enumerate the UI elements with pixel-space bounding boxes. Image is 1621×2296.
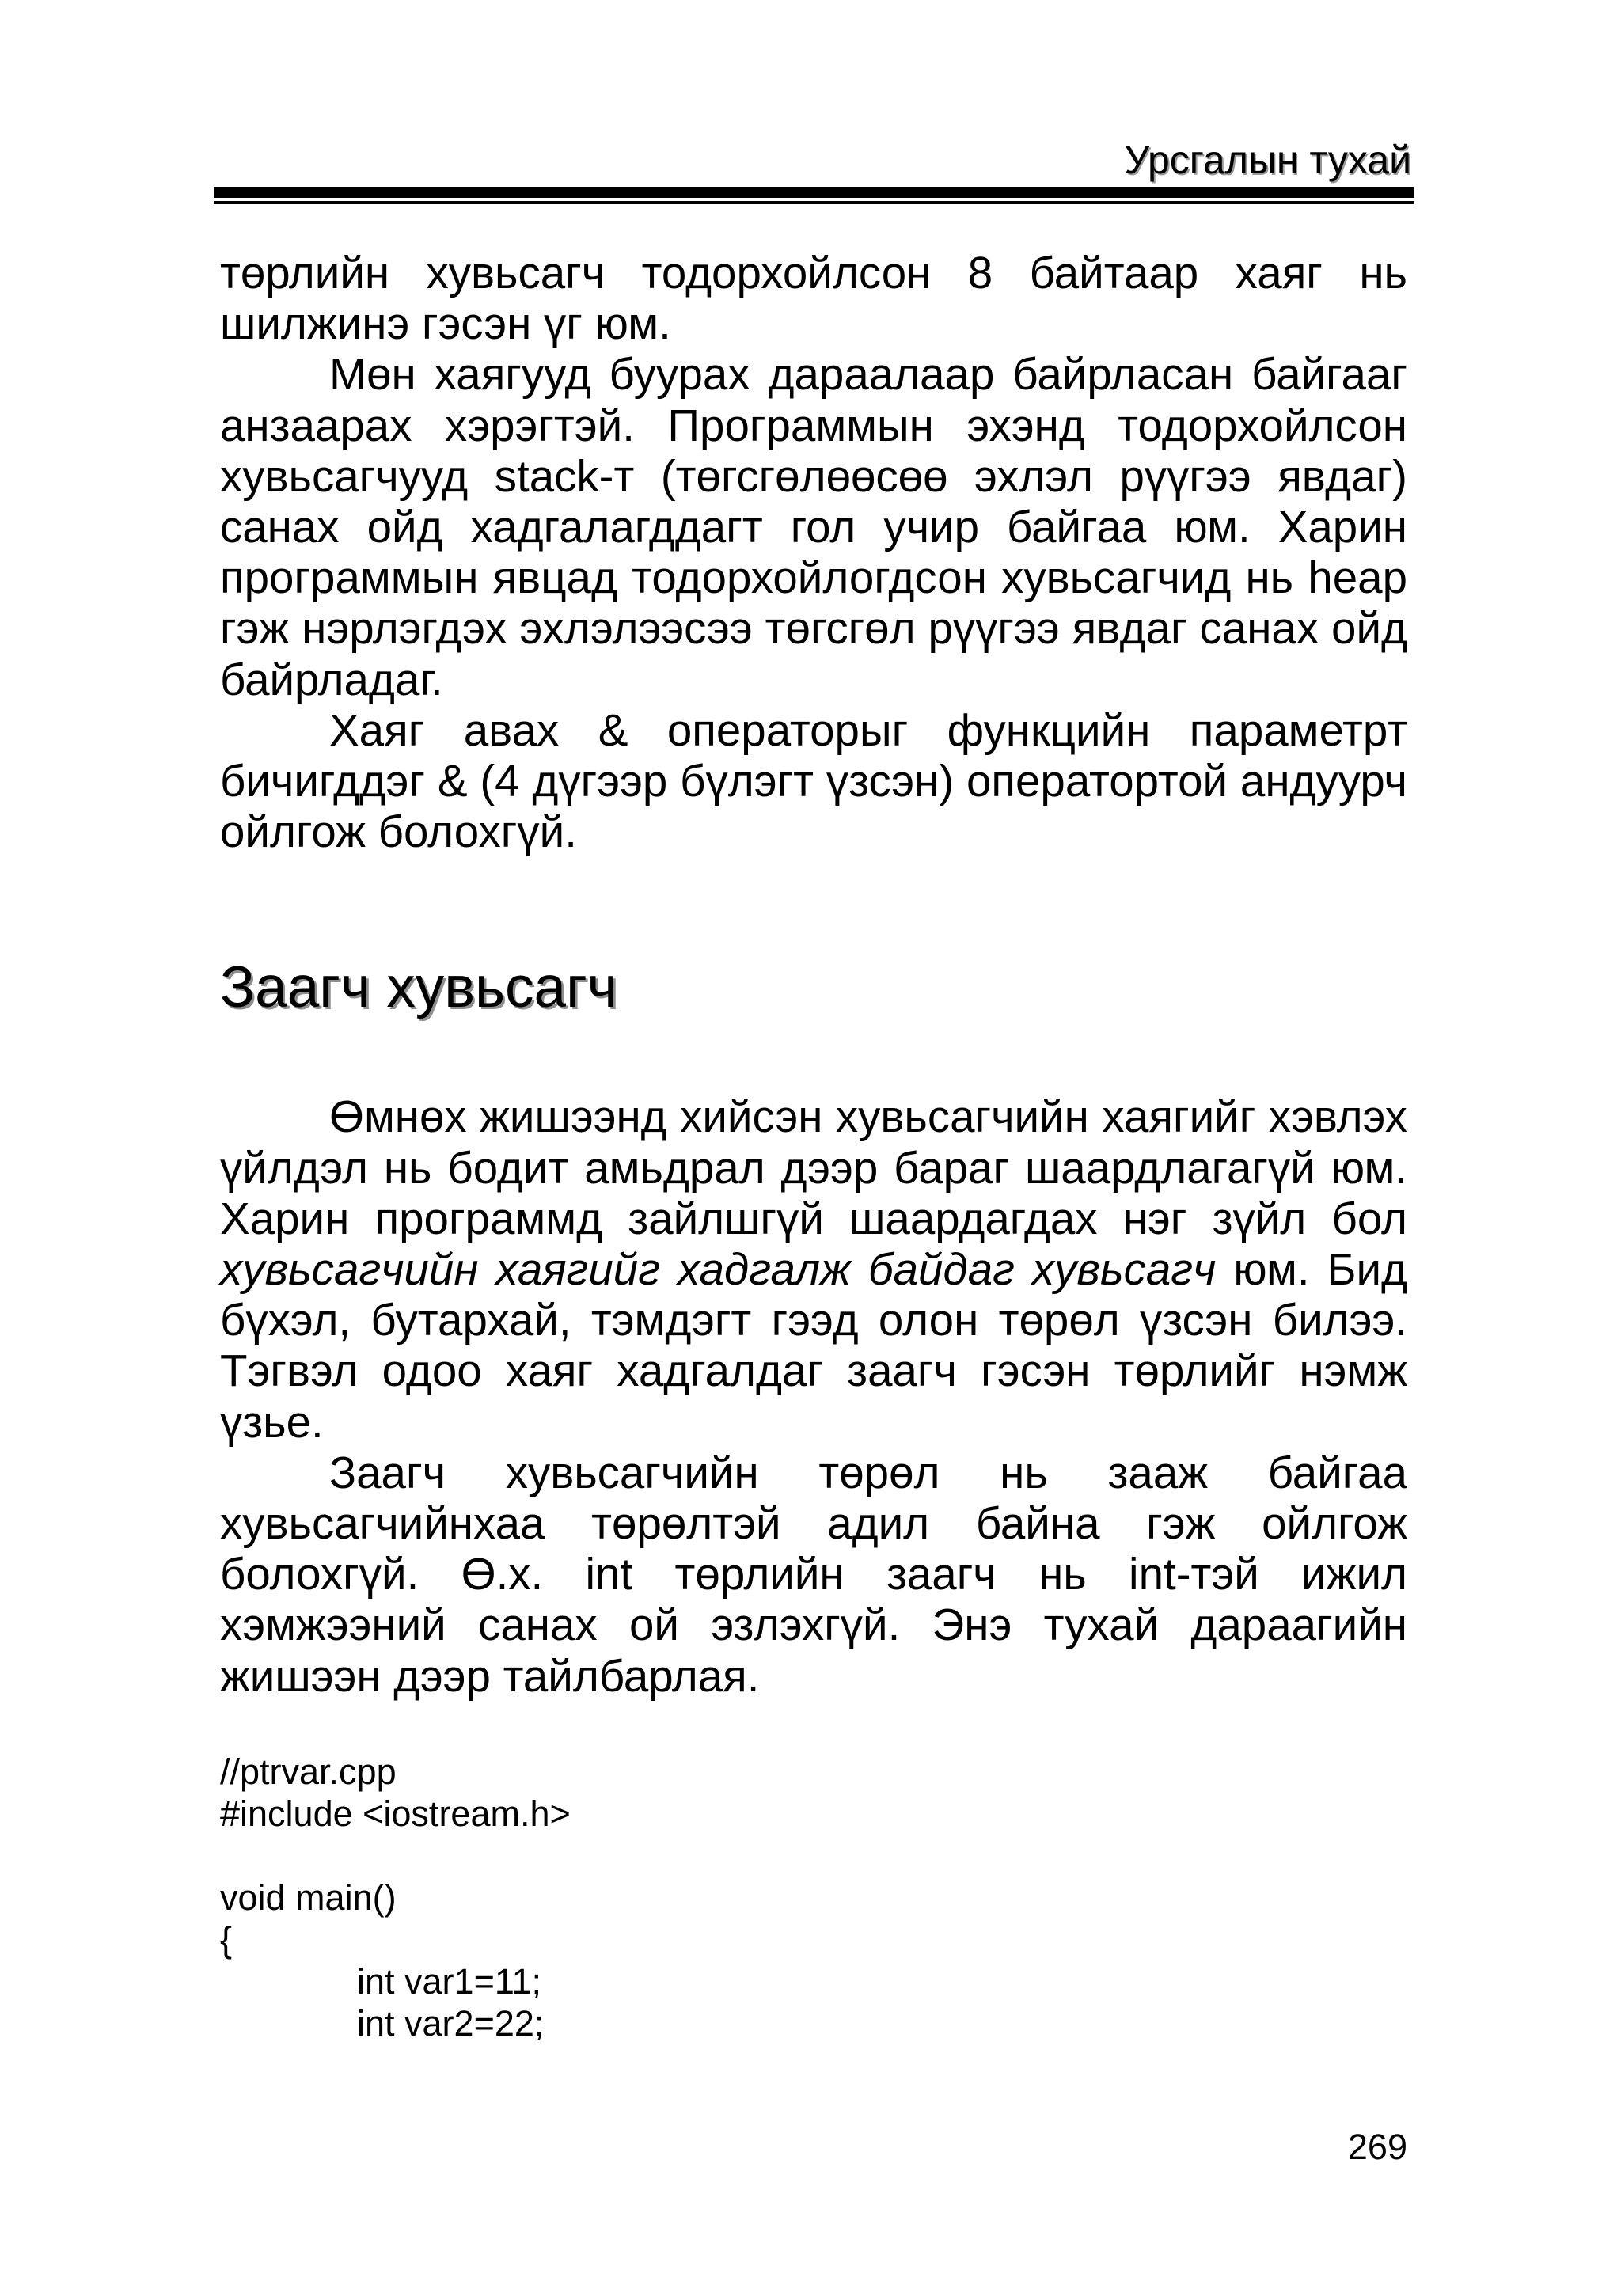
paragraph-continuation: төрлийн хувьсагч тодорхойлсон 8 байтаар хаяг нь шилжинэ гэсэн үг юм. <box>220 248 1407 349</box>
paragraph-stack-heap: Мөн хаягууд буурах дараалаар байрласан байгааг анзаарах хэрэгтэй. Программын эхэнд тодорхойлсон хувьсагчууд stack-т (төгсгөлөөсөө эхлэл рүүгээ явдаг) санах ойд хадгалагддагт гол учир байгаа юм. Харин программын явцад тодорхойлогдсон хувьсагчид нь heap гэж нэрлэгдэх эхлэлээсээ төгсгөл рүүгээ явдаг санах ойд байрладаг. <box>220 349 1407 704</box>
paragraph-address-operator: Хаяг авах & операторыг функцийн параметрт бичигддэг & (4 дүгээр бүлэгт үзсэн) оператортой андуурч ойлгож болохгүй. <box>220 704 1407 857</box>
code-line-include: #include <iostream.h> <box>220 1793 571 1834</box>
running-header-title: Урсгалын тухай <box>1124 138 1411 182</box>
pointer-intro-italic: хувьсагчийн хаягийг хадгалж байдаг хувьсагч <box>220 1244 1217 1295</box>
header-rule-thin <box>214 201 1414 204</box>
code-line-blank <box>220 1835 1407 1877</box>
code-line-main: void main() <box>220 1877 397 1918</box>
page-number: 269 <box>1347 2127 1407 2167</box>
section-heading: Заагч хувьсагч <box>220 955 617 1020</box>
code-line-var2: int var2=22; <box>357 2002 545 2044</box>
page-content <box>220 248 1407 2044</box>
pointer-intro-text-start: Өмнөх жишээнд хийсэн хувьсагчийн хаягийг хэвлэх үйлдэл нь бодит амьдрал дээр бараг шаардлагагүй юм. Харин программд зайлшгүй шаардагдах нэг зүйл бол <box>220 1091 1407 1243</box>
section-body <box>220 1022 1407 1701</box>
code-line-open-brace: { <box>220 1918 233 1960</box>
header-rule-thick <box>214 187 1414 198</box>
code-line-comment: //ptrvar.cpp <box>220 1751 397 1792</box>
code-listing <box>220 1751 1407 2044</box>
paragraph-pointer-intro <box>220 1091 1407 1447</box>
code-line-var1: int var1=11; <box>357 1960 542 2002</box>
paragraph-pointer-type: Заагч хувьсагчийн төрөл нь зааж байгаа хувьсагчийнхаа төрөлтэй адил байна гэж ойлгож болохгүй. Ө.х. int төрлийн заагч нь int-тэй ижил хэмжээний санах ой эзлэхгүй. Энэ тухай дараагийн жишээн дээр тайлбарлая. <box>220 1447 1407 1701</box>
pointer-intro-text-end: юм. Бид бүхэл, бутархай, тэмдэгт гээд олон төрөл үзсэн билээ. Тэгвэл одоо хаяг хадгалдаг заагч гэсэн төрлийг нэмж үзье. <box>220 1244 1407 1447</box>
